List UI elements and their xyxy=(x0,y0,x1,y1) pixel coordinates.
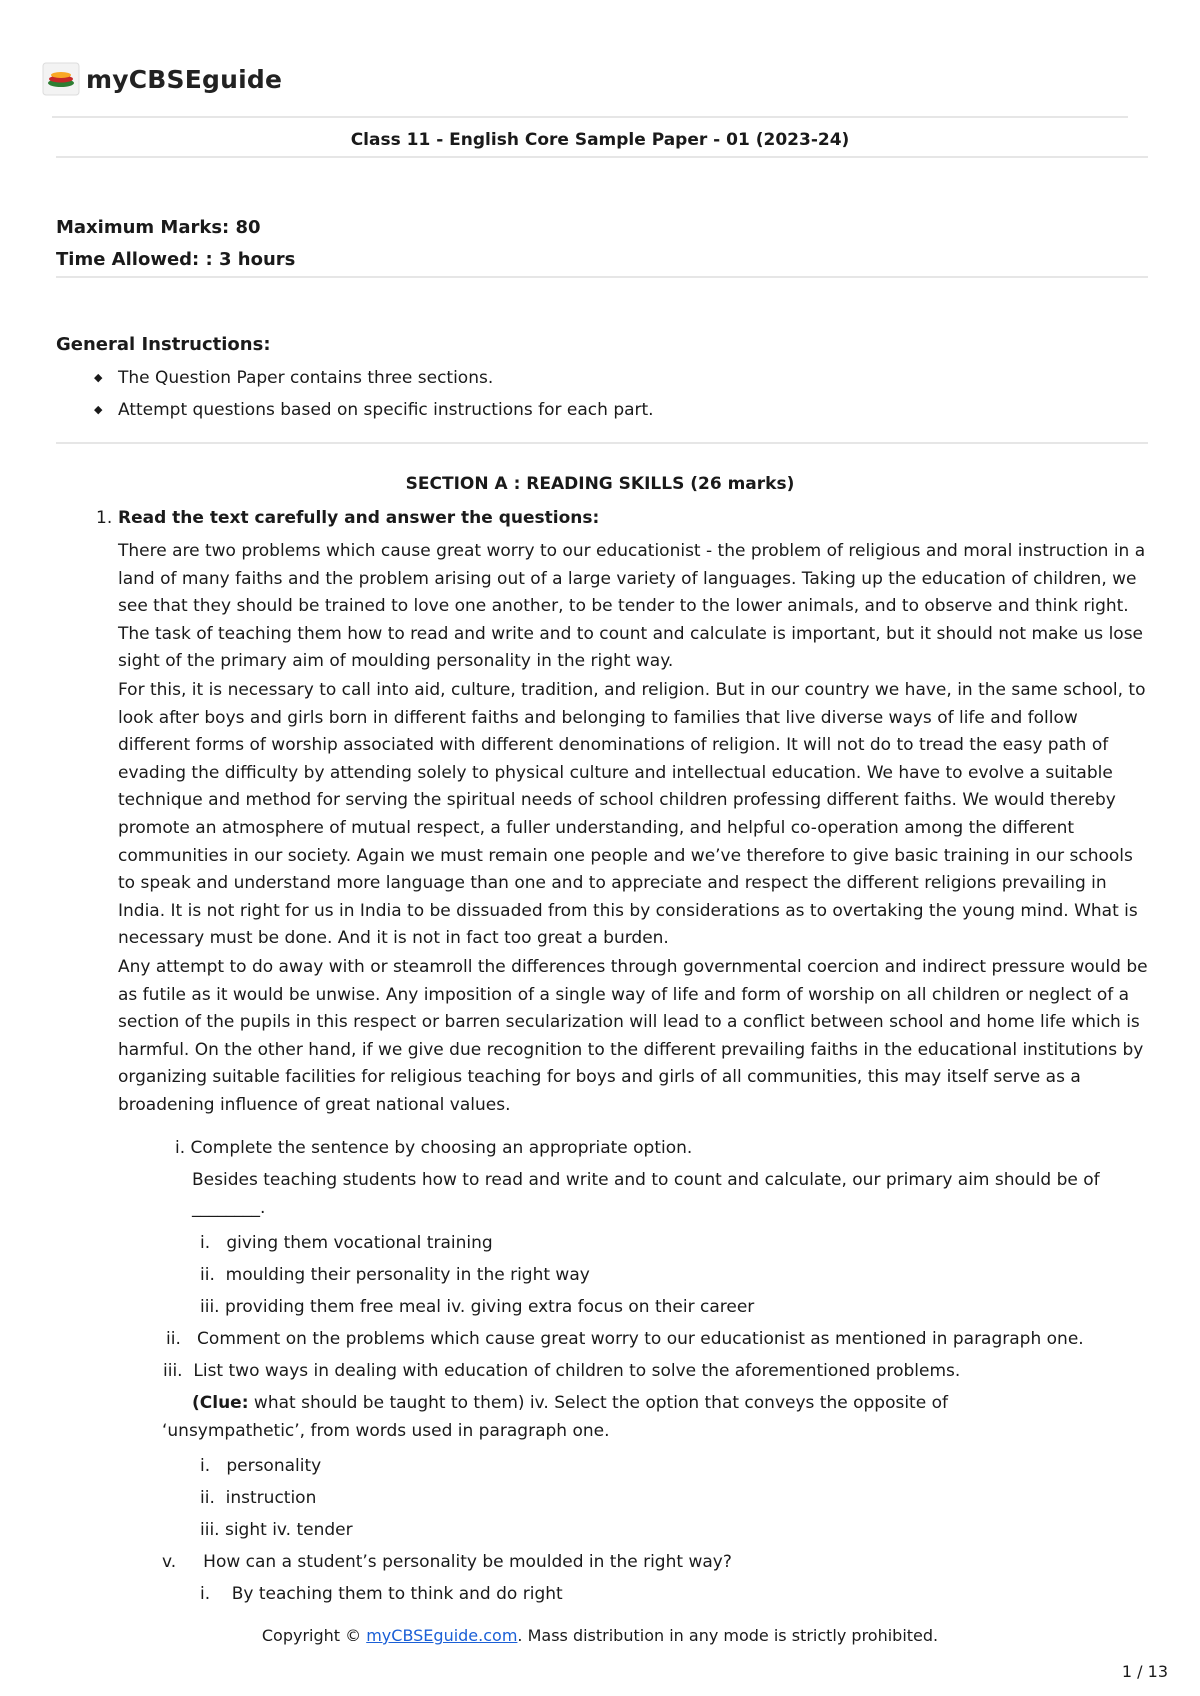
title-divider xyxy=(56,156,1148,158)
subquestion-i-stem: Besides teaching students how to read and write and to count and calculate, our primary aim should be of xyxy=(192,1170,1100,1190)
time-allowed: Time Allowed: : 3 hours xyxy=(56,249,296,270)
bullet-icon: ◆ xyxy=(94,403,103,416)
passage-paragraph-3: Any attempt to do away with or steamroll the differences through governmental coercion and indirect pressure would be as futile as it would be unwise. Any imposition of a single way of life and form of worship on all children or neglect of a section of the pupils in this respect or barren secularization will lead to a conflict between school and home life which is harmful. On the other hand, if we give due recognition to the different prevailing faiths in the educational institutions by organizing suitable facilities for religious teaching for boys and girls of all communities, this may itself serve as a broadening influence of great national values. xyxy=(118,957,1148,1115)
instructions-heading: General Instructions: xyxy=(56,334,271,355)
option-item: iii. sight iv. tender xyxy=(200,1520,353,1540)
option-item: iii. providing them free meal iv. giving extra focus on their career xyxy=(200,1297,755,1317)
subquestion-ii: ii. Comment on the problems which cause great worry to our educationist as mentioned in paragraph one. xyxy=(166,1329,1084,1349)
option-item: i. personality xyxy=(200,1456,322,1476)
option-item: i. giving them vocational training xyxy=(200,1233,493,1253)
subquestion-iii: iii. List two ways in dealing with education of children to solve the aforementioned problems. xyxy=(163,1361,961,1381)
instruction-item xyxy=(94,400,654,420)
paper-title: Class 11 - English Core Sample Paper - 01 (2023-24) xyxy=(350,130,850,150)
clue-line-2: ‘unsympathetic’, from words used in paragraph one. xyxy=(162,1421,610,1441)
clue-line xyxy=(192,1393,948,1413)
instructions-divider xyxy=(56,442,1148,444)
clue-label: (Clue: xyxy=(192,1393,249,1413)
subquestion-v: v. How can a student’s personality be moulded in the right way? xyxy=(162,1552,732,1572)
section-a-heading: SECTION A : READING SKILLS (26 marks) xyxy=(405,474,795,494)
passage-paragraph-2: For this, it is necessary to call into aid, culture, tradition, and religion. But in our country we have, in the same school, to look after boys and girls born in different faiths and belonging to families that live diverse ways of life and follow different forms of worship associated with different denominations of religion. It will not do to tread the easy path of evading the difficulty by attending solely to physical culture and intellectual education. We have to evolve a suitable technique and method for serving the spiritual needs of school children professing different faiths. We would thereby promote an atmosphere of mutual respect, a fuller understanding, and helpful co-operation among the different communities in our society. Again we must remain one people and we’ve therefore to give basic training in our schools to speak and understand more language than one and to appreciate and respect the different religions prevailing in India. It is not right for us in India to be dissuaded from this by considerations as to overtaking the young mind. What is necessary must be done. And it is not in fact too great a burden. xyxy=(118,680,1146,949)
copyright-suffix: . Mass distribution in any mode is strictly prohibited. xyxy=(517,1626,939,1645)
header-divider xyxy=(52,116,1128,118)
copyright-footer xyxy=(0,1626,1200,1645)
option-item: i. By teaching them to think and do right xyxy=(200,1584,563,1604)
bullet-icon: ◆ xyxy=(94,371,103,384)
max-marks: Maximum Marks: 80 xyxy=(56,217,261,238)
subquestion-i: i. Complete the sentence by choosing an appropriate option. xyxy=(175,1138,693,1158)
brand-name: myCBSEguide xyxy=(86,64,283,94)
instruction-text: Attempt questions based on specific instructions for each part. xyxy=(118,400,654,420)
brand-logo xyxy=(42,62,282,96)
books-logo-icon xyxy=(42,62,80,96)
subquestion-i-blank: ________. xyxy=(192,1198,266,1218)
option-item: ii. instruction xyxy=(200,1488,317,1508)
copyright-prefix: Copyright © xyxy=(261,1626,367,1645)
question-number: 1. xyxy=(96,508,113,528)
instruction-item xyxy=(94,368,493,388)
instruction-text: The Question Paper contains three sections. xyxy=(118,368,494,388)
clue-text: what should be taught to them) iv. Select the option that conveys the opposite of xyxy=(248,1393,948,1413)
page-number: 1 / 13 xyxy=(1121,1662,1168,1681)
meta-divider xyxy=(56,276,1148,278)
passage-paragraph-1: There are two problems which cause great worry to our educationist - the problem of religious and moral instruction in a land of many faiths and the problem arising out of a large variety of languages. Taking up the education of children, we see that they should be trained to love one another, to be tender to the lower animals, and to observe and think right. The task of teaching them how to read and write and to count and calculate is important, but it should not make us lose sight of the primary aim of moulding personality in the right way. xyxy=(118,541,1146,672)
question-heading: Read the text carefully and answer the questions: xyxy=(118,508,600,528)
option-item: ii. moulding their personality in the right way xyxy=(200,1265,590,1285)
site-link[interactable]: myCBSEguide.com xyxy=(366,1626,518,1645)
